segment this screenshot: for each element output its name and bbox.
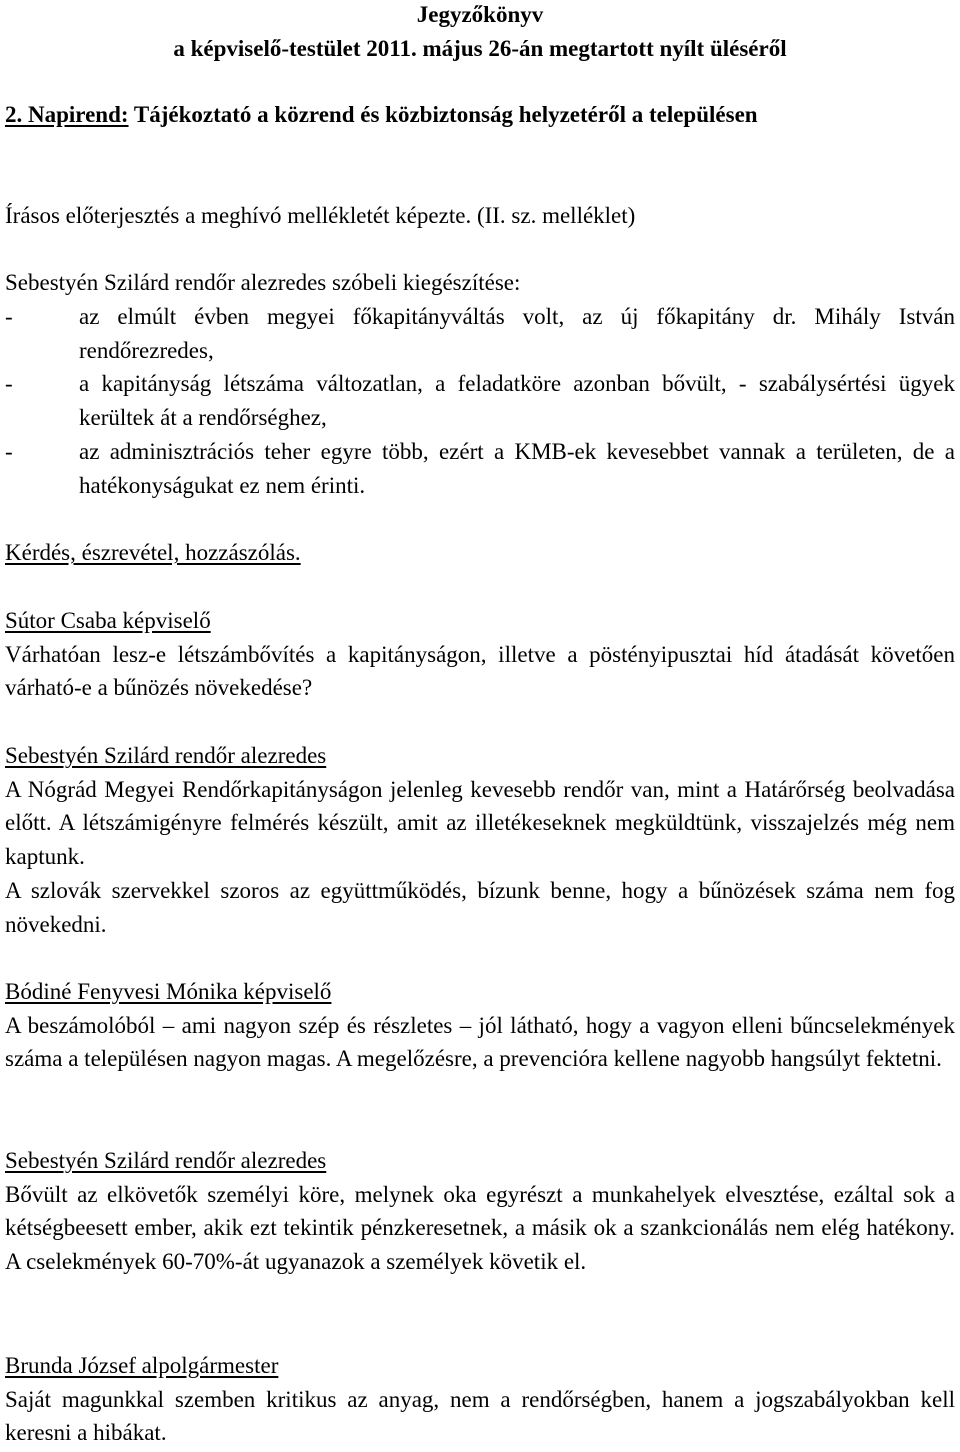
speaker-name [5,604,955,638]
list-item-text: az adminisztrációs teher egyre több, ezért a KMB-ek kevesebbet vannak a területen, de a hatékonyságukat ez nem érinti. [79,438,955,498]
speaker-statement: A Nógrád Megyei Rendőrkapitányságon jelenleg kevesebb rendőr van, mint a Határőrség beolvadása előtt. A létszámigényre felmérés készült, amit az illetékeseknek megküldtünk, visszajelzés még nem kaptunk. [5,776,955,870]
speaker-name-text: Brunda József alpolgármester [5,1353,279,1378]
document-title [5,0,955,65]
list-item [5,367,955,434]
speaker-entry [5,1144,955,1279]
speaker-name-text: Sebestyén Szilárd rendőr alezredes [5,1148,327,1173]
speaker-entry [5,975,955,1076]
bullet-marker: - [5,438,13,464]
list-item [5,435,955,502]
speaker-name-text: Sebestyén Szilárd rendőr alezredes [5,743,327,768]
bullet-marker: - [5,304,13,329]
list-item [5,300,955,367]
speaker-entry [5,739,955,941]
list-item-text: az elmúlt évben megyei főkapitányváltás volt, az új főkapitány dr. Mihály István rendőrezredes, [79,304,955,363]
title-line-2: a képviselő-testület 2011. május 26-án megtartott nyílt üléséről [173,35,787,61]
speaker-statement: Bővült az elkövetők személyi köre, melynek oka egyrészt a munkahelyek elvesztése, ezáltal sok a kétségbeesett ember, akik ezt tekintik pénzkeresetnek, a másik ok a szankcionálás nem elég hatékony. A cselekmények 60-70%-át ugyanazok a személyek követik el. [5,1181,955,1275]
verbal-supplement-intro: Sebestyén Szilárd rendőr alezredes szóbeli kiegészítése: [5,270,521,295]
speaker-name [5,975,955,1009]
list-item-text: a kapitányság létszáma változatlan, a feladatköre azonban bővült, - szabálysértési ügyek kerültek át a rendőrséghez, [79,371,955,431]
speaker-statement: Várhatóan lesz-e létszámbővítés a kapitányságon, illetve a pöstényipusztai híd átadását követően várható-e a bűnözés növekedése? [5,641,955,701]
speaker-name-text: Bódiné Fenyvesi Mónika képviselő [5,979,332,1004]
bullet-marker: - [5,371,13,397]
speaker-statement: Saját magunkkal szemben kritikus az anyag, nem a rendőrségben, hanem a jogszabályokban kell keresni a hibákat. [5,1386,955,1446]
speaker-name-text: Sútor Csaba képviselő [5,608,211,633]
speaker-statement: A szlovák szervekkel szoros az együttműködés, bízunk benne, hogy a bűnözések száma nem fog növekedni. [5,877,955,937]
written-proposal-note: Írásos előterjesztés a meghívó mellékletét képezte. (II. sz. melléklet) [5,203,636,228]
speaker-entry [5,1349,955,1450]
speaker-name [5,1144,955,1178]
agenda-label: 2. Napirend: [5,102,129,127]
speaker-statement: A beszámolóból – ami nagyon szép és részletes – jól látható, hogy a vagyon elleni bűncselekmények száma a településen nagyon magas. A megelőzésre, a prevencióra kellene nagyobb hangsúlyt fektetni. [5,1012,955,1072]
title-line-1: Jegyzőkönyv [416,2,544,27]
speaker-name [5,1349,955,1383]
agenda-text: Tájékoztató a közrend és közbiztonság helyzetéről a településen [128,102,758,127]
supplement-bullet-list [5,300,955,502]
speaker-entry [5,604,955,705]
agenda-heading [5,98,955,132]
questions-heading-text: Kérdés, észrevétel, hozzászólás. [5,540,301,565]
questions-heading [5,536,955,570]
speaker-name [5,739,955,773]
